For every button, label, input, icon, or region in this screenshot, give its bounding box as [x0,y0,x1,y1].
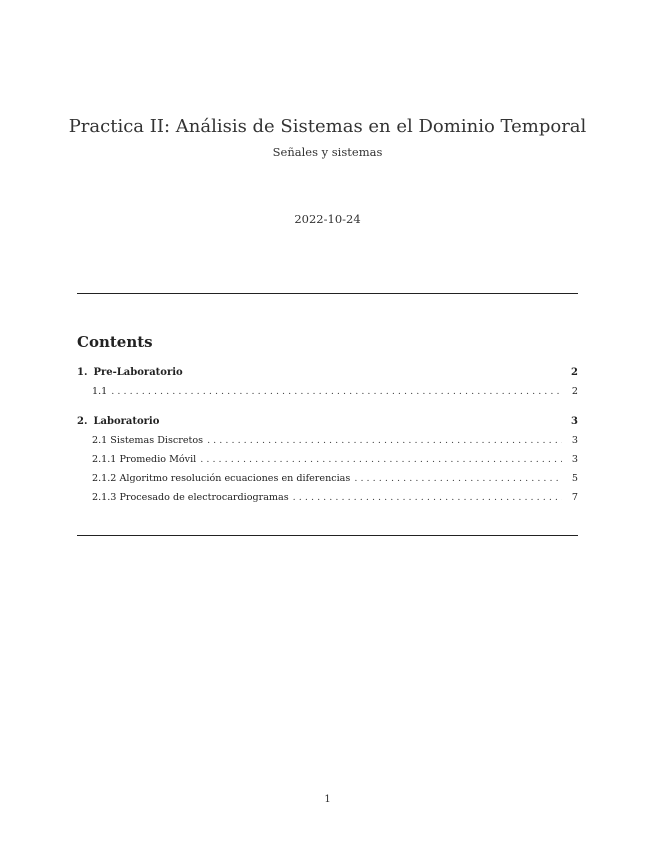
toc-entry-laboratorio[interactable] [77,416,578,430]
toc-entry-page: 7 [571,492,578,503]
toc-leader-dots [111,386,562,397]
toc-entry-1-1[interactable] [77,386,578,400]
toc-entry-procesado-ecg[interactable] [77,492,578,506]
toc-entry-page: 3 [571,435,578,446]
top-horizontal-rule [77,293,578,294]
toc-entry-label: 2.1.2 Algoritmo resolución ecuaciones en diferencias [92,473,351,484]
toc-leader-dots [354,473,562,484]
toc-entry-label: 2.1.1 Promedio Móvil [92,454,197,465]
toc-entry-page: 3 [571,416,578,427]
toc-entry-label: 1.1 [92,386,108,397]
toc-leader-dots [293,492,562,503]
toc-entry-pre-laboratorio[interactable] [77,367,578,381]
toc-entry-label: Laboratorio [93,416,160,427]
toc-entry-page: 3 [571,454,578,465]
toc-entry-label: 2.1.3 Procesado de electrocardiogramas [92,492,289,503]
page-number: 1 [324,794,331,805]
toc-entry-number: 1. [77,367,88,378]
toc-entry-page: 2 [571,367,578,378]
toc-entry-page: 2 [571,386,578,397]
toc-leader-dots [207,435,562,446]
toc-entry-page: 5 [571,473,578,484]
toc-entry-sistemas-discretos[interactable] [77,435,578,449]
bottom-horizontal-rule [77,535,578,536]
toc-entry-algoritmo-resolucion[interactable] [77,473,578,487]
document-title: Practica II: Análisis de Sistemas en el Dominio Temporal [68,116,587,137]
contents-heading: Contents [77,333,153,351]
toc-entry-number: 2. [77,416,88,427]
toc-entry-promedio-movil[interactable] [77,454,578,468]
toc-leader-dots [200,454,562,465]
toc-entry-label: 2.1 Sistemas Discretos [92,435,204,446]
toc-entry-label: Pre-Laboratorio [93,367,183,378]
document-date: 2022-10-24 [294,212,361,226]
document-subtitle: Señales y sistemas [272,145,383,159]
